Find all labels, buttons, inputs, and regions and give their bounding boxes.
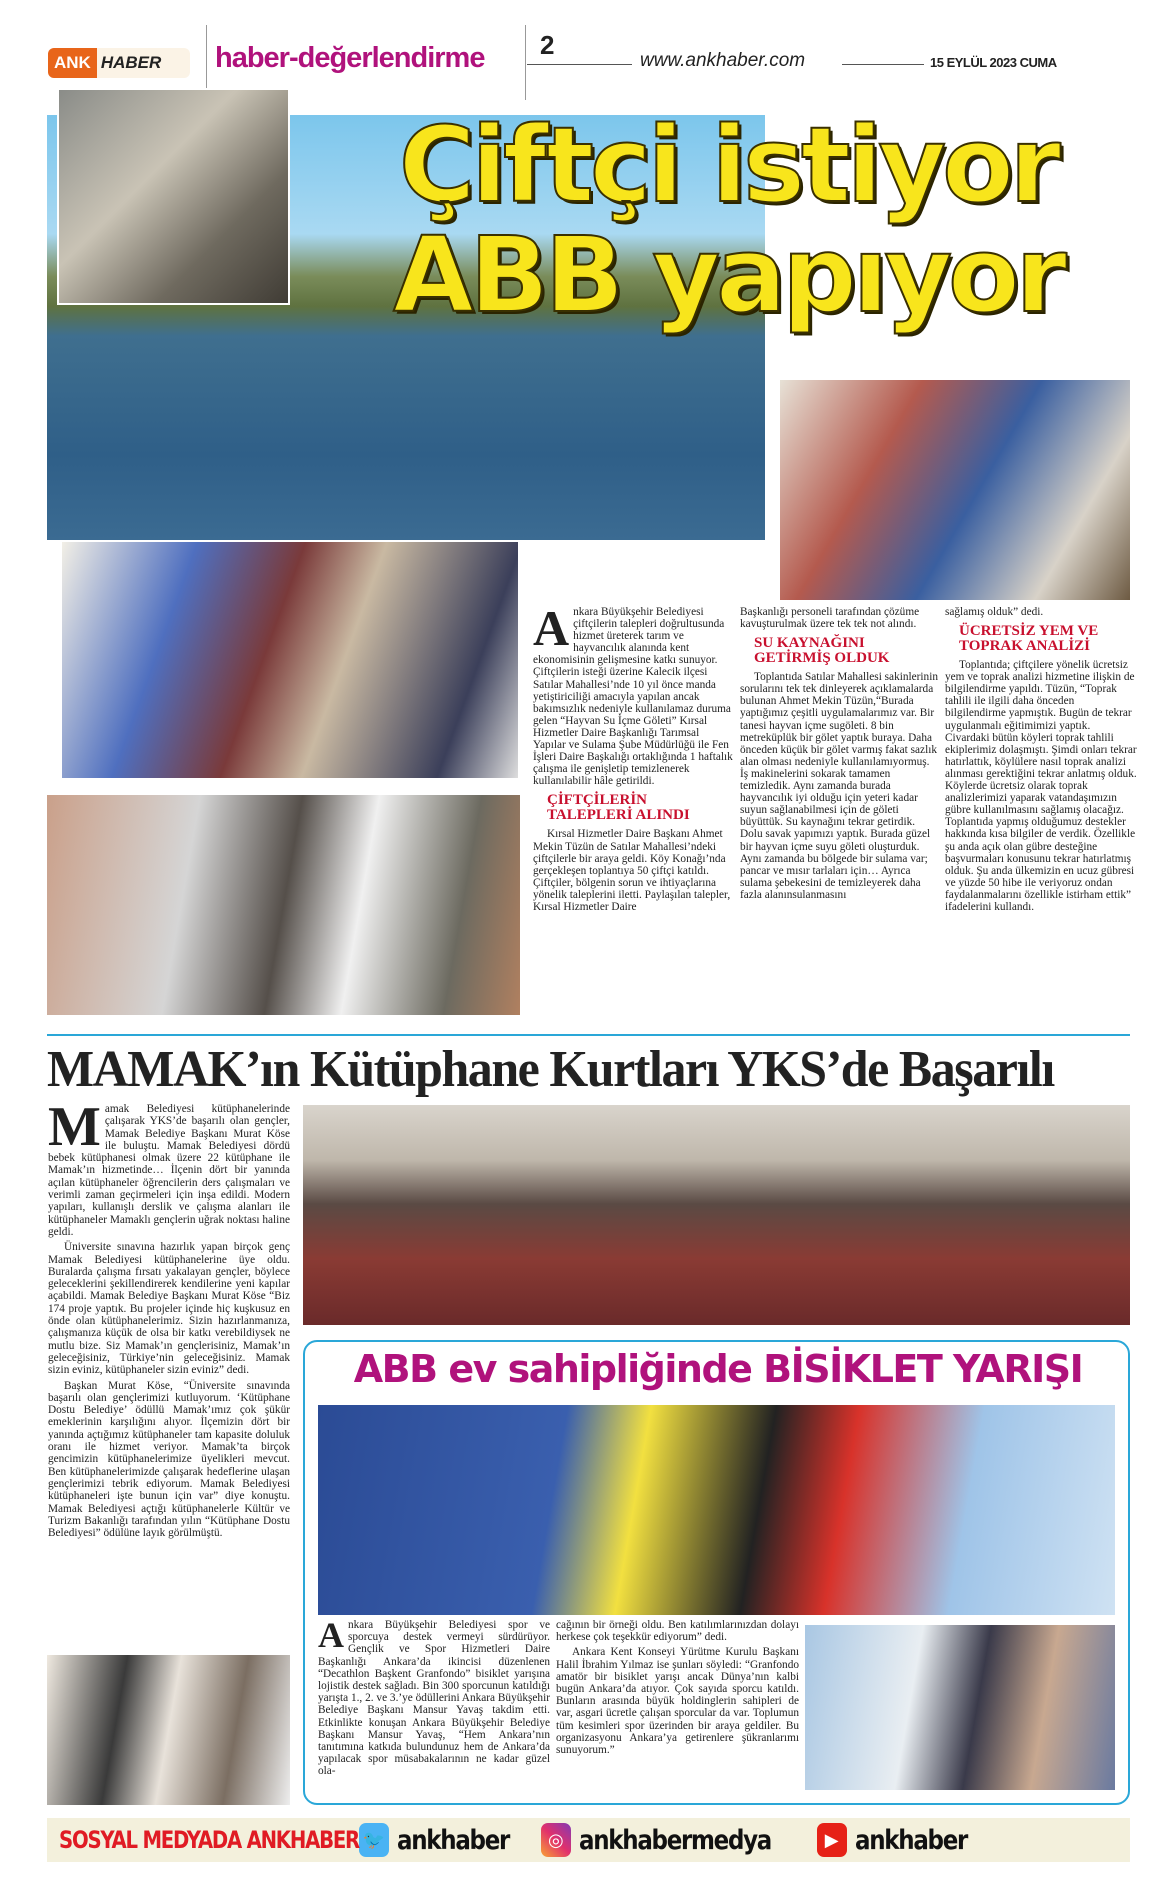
paragraph: nkara Büyükşehir Belediyesi spor ve sporcuya destek vermeyi sürdürüyor. Gençlik ve Spor Hizmetleri Daire Başkanlığı Ankara’da ikincisi düzenlenen “Decathlon Başkent Granfondo” bisiklet yarışına lojistik destek sağladı. Bin 300 sporcunun katıldığı yarışta 1., 2. ve 3.’ye ödüllerini Ankara Büyükşehir Belediye Başkanı Mansur Yavaş takdim etti. Etkinlikte konuşan Ankara Büyükşehir Belediye Başkanı Mansur Yavaş, “Hem Ankara’nın tanıtımına katkıda bulundunuz hem de Ankara’da yapılacak spor müsabakalarının ne kadar güzel ola-: [318, 1619, 550, 1778]
subheading: SU KAYNAĞINI GETİRMİŞ OLDUK: [754, 635, 890, 667]
paragraph: Ankara Kent Konseyi Yürütme Kurulu Başkanı Halil İbrahim Yılmaz ise şunları söyledi: “Granfondo amatör bir bisiklet yarışı ancak Dünya’nın kalbi bugün Ankara’da atıyor. Çok sayıda sporcu katıldı. Bunların arasında büyük holdinglerin sahipleri de var, asgari ücretle çalışan sporcular da var. Toplumun tüm kesimleri spor üzerinden bir araya geldiler. Bu organizasyonu Ankara’ya getirenlere şükranlarımı sunuyorum.”: [556, 1646, 799, 1757]
rule: [842, 64, 924, 65]
youtube-handle[interactable]: ankhaber: [854, 1824, 967, 1856]
subheading: ÜCRETSİZ YEM VE TOPRAK ANALİZİ: [959, 623, 1099, 655]
main-headline: [318, 104, 1138, 336]
paragraph: Üniversite sınavına hazırlık yapan birçok genç Mamak Belediyesi kütüphanelerine üye oldu. Buralarda çalışma fırsatı yakalayan gençler, böylece geleceklerini şekillendirerek kendilerine yeni kapılar açabildi. Mamak Belediye Başkanı Murat Köse “Biz 174 proje yaptık. Bu projeler içinde hiç kuşkusuz en önde olan kütüphanelerimiz. Sizin hazırlanmanıza, çalışmanıza küçük de olsa bir katkı verebildiysek ne mutlu bize. Siz Mamak’ın gençlerisiniz, Mamak’ın geleceğisiniz, Türkiye’nin geleceğisiniz. Mamak sizin eviniz, kütüphaneler sizin eviniz” dedi.: [48, 1241, 290, 1377]
drop-cap: A: [318, 1615, 344, 1655]
article-column-3: [945, 606, 1137, 915]
section-divider: [47, 1034, 1130, 1036]
rule: [527, 64, 632, 65]
paragraph: nkara Büyükşehir Belediyesi çiftçilerin talepleri doğrultusunda hizmet üreterek tarım ve hayvancılık alanında kent ekonomisinin gelişmesine katkı sunuyor. Çiftçilerin isteği üzerine Kalecik ilçesi Satılar Mahallesi’nde 10 yıl önce manda yetiştiriciliği amacıyla yapılan ancak bakımsızlık nedeniyle kullanılamaz duruma gelen “Hayvan Su İçme Göleti” Kırsal Hizmetler Daire Başkanlığı Tarımsal Yapılar ve Sulama Şube Müdürlüğü ile Fen İşleri Daire Başkalığı ortaklığında 1 haftalık çalışma ile genişletip temizlenerek kullanılabilir hâle getirildi.: [533, 606, 733, 788]
paragraph: sağlamış olduk” dedi.: [945, 606, 1044, 618]
social-lead: SOSYAL MEDYADA ANKHABER: [59, 1826, 359, 1854]
paragraph: Başkan Murat Köse, “Üniversite sınavında başarılı olan gençlerimizi kutluyorum. ‘Kütüphane Dostu Belediye’ ödüllü Mamak’ımız çok şükür emeklerinin karşılığını alıyor. İlçemizin dört bir yanında açtığımız kütüphaneler tam kapasite doluluk oranı ile hizmet veriyor. Mamak’ta birçok gencimizin kütüphanelerimize üyelikleri mevcut. Ben kütüphanelerimizde çalışarak hedeflerine ulaşan gençlerimizi tebrik ediyorum. Mamak Belediyesi kütüphaneleri işte bunun için var” diye konuştu. Mamak Belediyesi açtığı kütüphanelerle Kültür ve Turizm Bakanlığı tarafından yılın “Kütüphane Dostu Belediyesi” ödülüne layık görülmüştü.: [48, 1379, 290, 1540]
drop-cap: A: [533, 600, 570, 656]
mamak-headline: MAMAK’ın Kütüphane Kurtları YKS’de Başarılı: [47, 1041, 1054, 1098]
paragraph: amak Belediyesi kütüphanelerinde çalışarak YKS’de başarılı olan gençler, Mamak Belediye Başkanı Murat Köse ile buluştu. Mamak Belediyesi dördü bebek kütüphanesi olmak üzere 22 kütüphane ile Mamak’ın hizmetinde… İlçenin dört bir yanında açılan kütüphaneler öğrencilerin ders çalışmaları ve verimli zaman geçirmeleri için inşa edildi. Modern yapıları, kullanışlı derslik ve çalışma alanları ile kütüphaneler Mamaklı gençlerin uğrak noktası haline geldi.: [48, 1103, 290, 1238]
twitter-icon[interactable]: 🐦: [359, 1823, 389, 1857]
page-number: 2: [540, 30, 555, 60]
drop-cap: M: [48, 1096, 101, 1158]
headline-line-2: ABB yapıyor: [393, 214, 1063, 336]
officials-photo: [57, 88, 290, 305]
mamak-article: [48, 1096, 290, 1542]
podium-photo: [318, 1405, 1115, 1615]
logo-haber: HABER: [100, 53, 162, 72]
students-group-photo: [303, 1105, 1130, 1325]
paragraph: Toplantıda Satılar Mahallesi sakinlerinin sorularını tek tek dinleyerek açıklamalarda bulunan Ahmet Mekin Tüzün,“Burada yaptığımız çeşitli uygulamalarımız var. Bir tanesi hayvan içme sugöleti. 8 bin metreküplük bir gölet yaptık buraya. Daha önceden küçük bir gölet varmış fakat sazlık alan olması nedeniyle kullanılamıyormuş. İş makinelerini sokarak tamamen temizledik. Aynı zamanda burada hayvancılık iyi olduğu için yeteri kadar suyun sağlanabilmesi için de göleti büyüttük. Su kaynağını tekrar getirdik. Dolu savak yapımızı yaptık. Burada güzel bir hayvan içme suyu göleti oluşturduk. Aynı zamanda bu bölgede bir sulama var; pancar ve mısır tarlaları için… Ayrıca sulama şebekesini de temizleyerek daha fazla alanınsulanmasını: [740, 671, 938, 901]
ankhaber-logo[interactable]: [48, 48, 190, 78]
site-url[interactable]: www.ankhaber.com: [640, 50, 806, 71]
instagram-icon[interactable]: ◎: [541, 1823, 571, 1857]
instagram-handle[interactable]: ankhabermedya: [578, 1824, 771, 1856]
twitter-handle[interactable]: ankhaber: [397, 1824, 510, 1856]
meeting-photo: [60, 540, 520, 780]
youtube-icon[interactable]: ▶: [817, 1823, 847, 1857]
divider: [525, 25, 526, 100]
paragraph: Kırsal Hizmetler Daire Başkanı Ahmet Mekin Tüzün de Satılar Mahallesi’ndeki çiftçilerle bir araya geldi. Köy Konağı’nda gerçekleşen toplantıya 50 çiftçi katıldı. Çiftçiler, bölgenin sorun ve ihtiyaçlarına yönelik taleplerini iletti. Paylaşılan talepler, Kırsal Hizmetler Daire: [533, 828, 731, 913]
logo-ank: ANK: [48, 48, 97, 78]
divider: [206, 25, 207, 97]
bicycle-headline: ABB ev sahipliğinde BİSİKLET YARIŞI: [353, 1347, 1083, 1391]
selfie-photo: [805, 1625, 1115, 1790]
issue-date: 15 EYLÜL 2023 CUMA: [930, 55, 1057, 70]
bicycle-column-1: [318, 1615, 550, 1778]
prayer-photo: [47, 795, 520, 1015]
paragraph: Toplantıda; çiftçilere yönelik ücretsiz yem ve toprak analizi hizmetine ilişkin de bilgilendirme yapıldı. Tüzün, “Toprak tahlili ile ilgili daha önceden bilgilendirme yapmıştık. Bugün de tekrar uygulanmalı eğitimimizi yaptık. Civardaki bütün köyleri toprak tahlili ekiplerimiz dolaşmıştı. Şimdi onları tekrar hatırlattık, köylülere nasıl toprak analizi alınması gerektiğini tekrar anlatmış olduk. Köylerde ücretsiz olarak toprak analizlerimizi yaparak vatandaşımızın gübre kullanılmasını sağlamış olacağız. Toplantıda yapmış olduğumuz destekler hakkında kısa bilgiler de verdik. Özellikle şu anda açık olan gübre desteğine başvurmaları konusunu tekrar hatırlatmış olduk. Şu anda ülkemizin en ucuz gübresi ve yüzde 50 hibe ile veriyoruz ondan faydalanmalarını özellikle istirham ettik” ifadelerini kullandı.: [945, 659, 1137, 913]
headline-line-1: Çiftçi istiyor: [399, 104, 1057, 226]
cake-ceremony-photo: [47, 1655, 290, 1805]
soil-analysis-photo: [780, 380, 1130, 600]
bicycle-column-2: [556, 1619, 799, 1756]
article-column-1: [533, 600, 733, 915]
article-column-2: [740, 606, 938, 903]
subheading: ÇİFTÇİLERİN TALEPLERİ ALINDI: [547, 792, 690, 824]
section-title: haber-değerlendirme: [215, 42, 485, 74]
social-media-bar: [47, 1818, 1130, 1862]
paragraph: Başkanlığı personeli tarafından çözüme kavuşturulmak üzere tek tek not alındı.: [740, 606, 920, 631]
paragraph: cağının bir örneği oldu. Ben katılımlarınızdan dolayı herkese çok teşekkür ediyorum” dedi.: [556, 1619, 799, 1644]
